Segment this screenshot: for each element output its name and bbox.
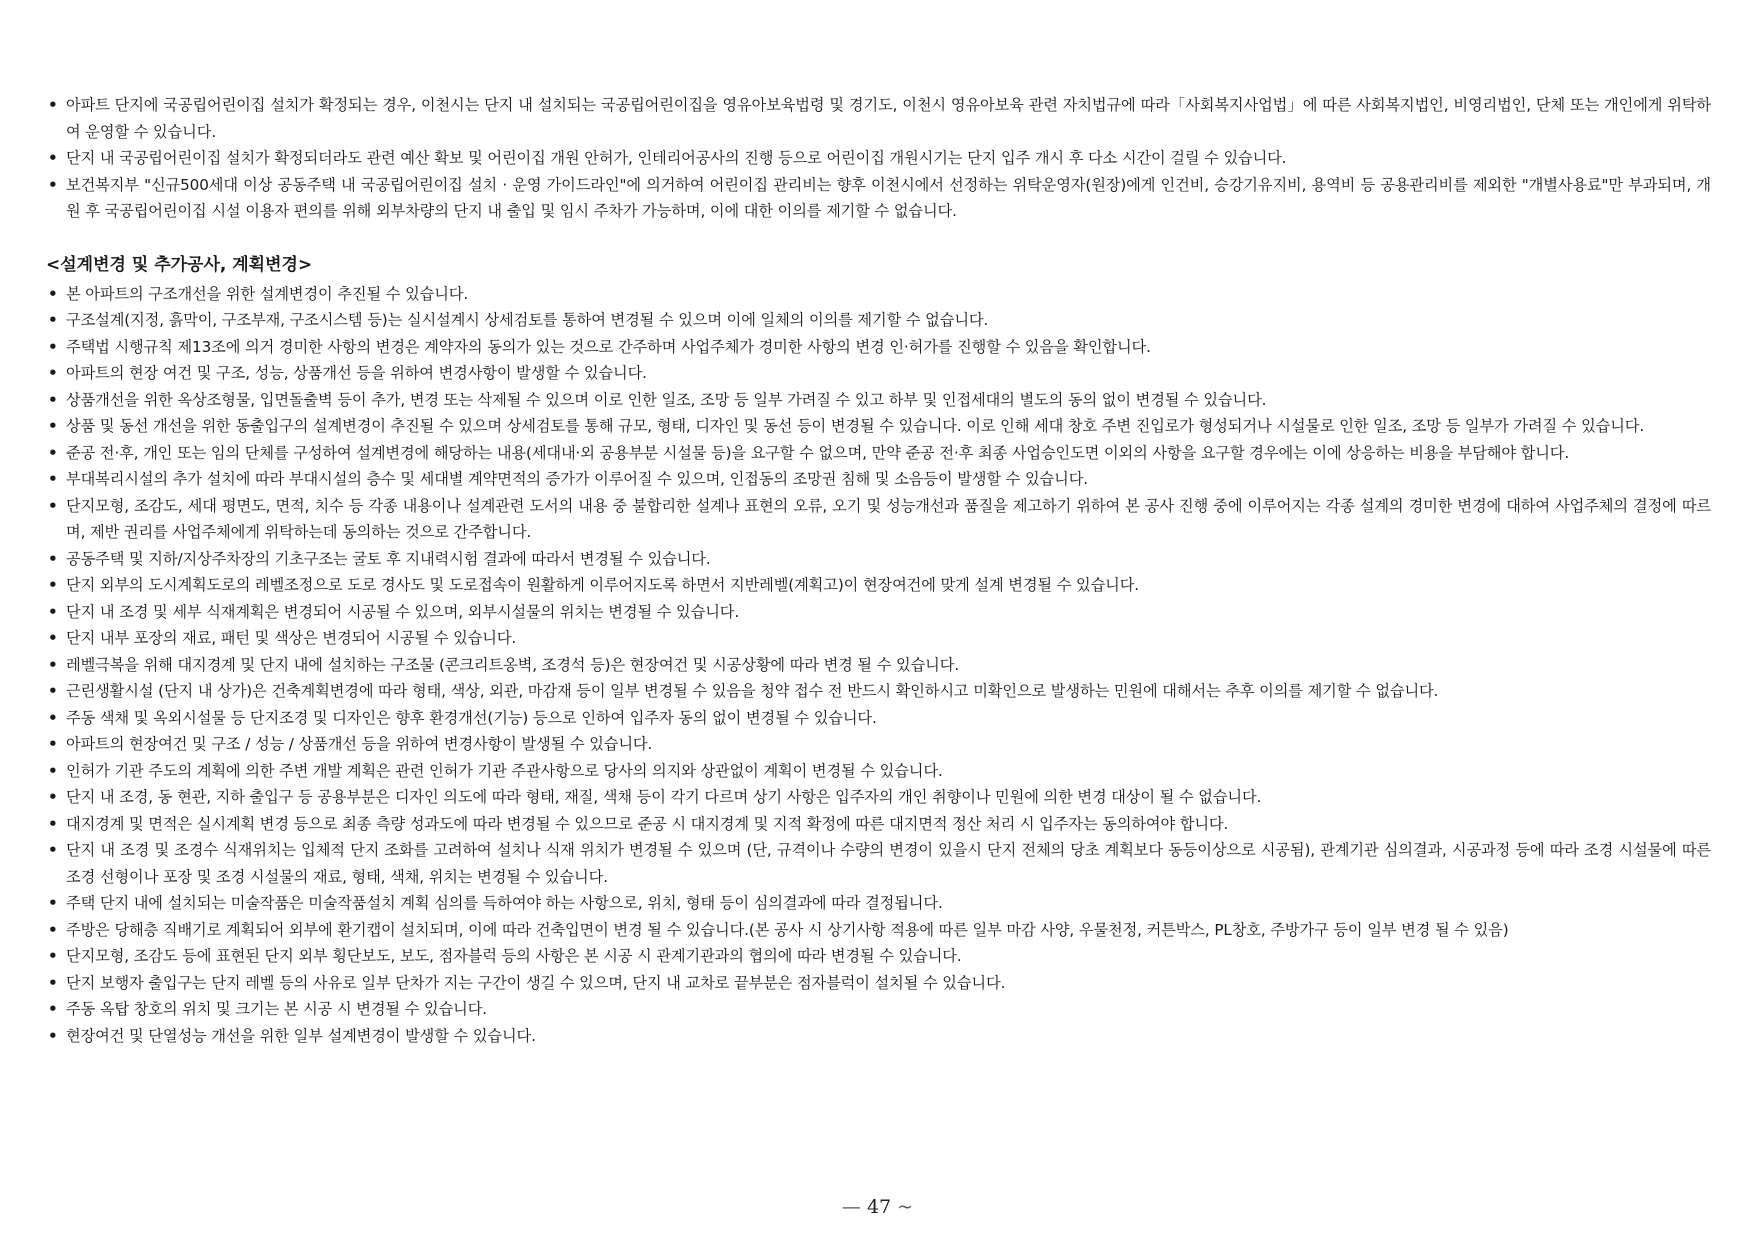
bullet-text: 단지 내부 포장의 재료, 패턴 및 색상은 변경되어 시공될 수 있습니다. <box>66 629 517 647</box>
bullet-item <box>46 705 1711 732</box>
bullet-item <box>46 493 1711 546</box>
document-body <box>46 92 1711 1049</box>
bullet-item <box>46 307 1711 334</box>
bullet-text: 아파트의 현장여건 및 구조 / 성능 / 상품개선 등을 위하여 변경사항이 발생될 수 있습니다. <box>66 735 653 753</box>
bullet-item <box>46 837 1711 890</box>
bullet-text: 상품개선을 위한 옥상조형물, 입면돌출벽 등이 추가, 변경 또는 삭제될 수 있으며 이로 인한 일조, 조망 등 일부 가려질 수 있고 하부 및 인접세대의 별도의 동의 없이 변경될 수 있습니다. <box>66 390 1267 409</box>
bullet-item <box>46 387 1711 414</box>
bullet-text: 인허가 기관 주도의 계획에 의한 주변 개발 계획은 관련 인허가 기관 주관사항으로 당사의 의지와 상관없이 계획이 변경될 수 있습니다. <box>66 761 943 780</box>
page-number: 47 <box>866 1196 892 1218</box>
bullet-text: 단지모형, 조감도, 세대 평면도, 면적, 치수 등 각종 내용이나 설계관련 도서의 내용 중 불합리한 설계나 표현의 오류, 오기 및 성능개선과 품질을 제고하기 위하여 본 공사 진행 중에 이루어지는 각종 설계의 경미한 변경에 대하여 사업주체의 결정에 따르며, 제반 권리를 사업주체에게 위탁하는데 동의하는 것으로 간주합니다. <box>66 496 1711 541</box>
bullet-item <box>46 811 1711 838</box>
bullet-text: 보건복지부 "신규500세대 이상 공동주택 내 국공립어린이집 설치 · 운영 가이드라인"에 의거하여 어린이집 관리비는 향후 이천시에서 선정하는 위탁운영자(원장)에게 인건비, 승강기유지비, 용역비 등 공용관리비를 제외한 "개별사용료"만 부과되며, 개원 후 국공립어린이집 시설 이용자 편의를 위해 외부차량의 단지 내 출입 및 임시 주차가 가능하며, 이에 대한 이의를 제기할 수 없습니다. <box>66 175 1711 220</box>
bullet-item <box>46 625 1711 652</box>
bullet-marker: • <box>48 894 58 912</box>
bullet-text: 주택 단지 내에 설치되는 미술작품은 미술작품설치 계획 심의를 득하여야 하는 사항으로, 위치, 형태 등이 심의결과에 따라 결정됩니다. <box>66 894 943 912</box>
section-spacer <box>46 225 1711 251</box>
bullet-text: 단지 내 조경 및 조경수 식재위치는 입체적 단지 조화를 고려하여 설치나 식재 위치가 변경될 수 있으며 (단, 규격이나 수량의 변경이 있을시 단지 전체의 당초 계획보다 동등이상으로 시공됨), 관계기관 심의결과, 시공과정 등에 따라 조경 시설물에 따른 조경 선형이나 포장 및 조경 시설물의 재료, 형태, 색채, 위치는 변경될 수 있습니다. <box>66 841 1711 886</box>
bullet-marker: • <box>48 337 58 356</box>
bullet-marker: • <box>48 364 58 382</box>
footer-dash-left: — <box>841 1196 861 1218</box>
bullet-marker: • <box>48 973 58 992</box>
bullet-item <box>46 546 1711 573</box>
bullet-marker: • <box>48 96 58 114</box>
bullet-item <box>46 652 1711 679</box>
bullet-item <box>46 917 1711 944</box>
section-bullet-list <box>46 281 1711 1050</box>
bullet-marker: • <box>48 1026 58 1045</box>
bullet-marker: • <box>48 814 58 833</box>
bullet-text: 단지 내 국공립어린이집 설치가 확정되더라도 관련 예산 확보 및 어린이집 개원 안허가, 인테리어공사의 진행 등으로 어린이집 개원시기는 단지 입주 개시 후 다소 시간이 걸릴 수 있습니다. <box>66 149 1287 167</box>
page-footer <box>0 1196 1755 1218</box>
bullet-item <box>46 413 1711 440</box>
bullet-marker: • <box>48 284 58 303</box>
bullet-marker: • <box>48 576 58 594</box>
bullet-marker: • <box>48 443 58 462</box>
bullet-text: 본 아파트의 구조개선을 위한 설계변경이 추진될 수 있습니다. <box>66 284 469 303</box>
bullet-item <box>46 440 1711 467</box>
bullet-item <box>46 996 1711 1023</box>
bullet-text: 단지 내 조경 및 세부 식재계획은 변경되어 시공될 수 있으며, 외부시설물의 위치는 변경될 수 있습니다. <box>66 602 740 621</box>
bullet-item <box>46 172 1711 225</box>
bullet-item <box>46 145 1711 172</box>
bullet-marker: • <box>48 496 58 515</box>
bullet-marker: • <box>48 1000 58 1018</box>
bullet-text: 단지 내 조경, 동 현관, 지하 출입구 등 공용부분은 디자인 의도에 따라 형태, 재질, 색채 등이 각기 다르며 상기 사항은 입주자의 개인 취향이나 민원에 의한 변경 대상이 될 수 없습니다. <box>66 788 1262 806</box>
bullet-text: 아파트의 현장 여건 및 구조, 성능, 상품개선 등을 위하여 변경사항이 발생할 수 있습니다. <box>66 364 647 382</box>
bullet-item <box>46 890 1711 917</box>
bullet-marker: • <box>48 390 58 409</box>
bullet-text: 단지 보행자 출입구는 단지 레벨 등의 사유로 일부 단차가 지는 구간이 생길 수 있으며, 단지 내 교차로 끝부분은 점자블럭이 설치될 수 있습니다. <box>66 973 1006 992</box>
bullet-item <box>46 360 1711 387</box>
bullet-item <box>46 466 1711 493</box>
bullet-text: 대지경계 및 면적은 실시계획 변경 등으로 최종 측량 성과도에 따라 변경될 수 있으므로 준공 시 대지경계 및 지적 확정에 따른 대지면적 정산 처리 시 입주자는 동의하여야 합니다. <box>66 814 1229 833</box>
bullet-item <box>46 572 1711 599</box>
bullet-marker: • <box>48 602 58 621</box>
bullet-text: 단지모형, 조감도 등에 표현된 단지 외부 횡단보도, 보도, 점자블럭 등의 사항은 본 시공 시 관계기관과의 협의에 따라 변경될 수 있습니다. <box>66 947 962 965</box>
bullet-text: 아파트 단지에 국공립어린이집 설치가 확정되는 경우, 이천시는 단지 내 설치되는 국공립어린이집을 영유아보육법령 및 경기도, 이천시 영유아보육 관련 자치법규에 따라「사회복지사업법」에 따른 사회복지법인, 비영리법인, 단체 또는 개인에게 위탁하여 운영할 수 있습니다. <box>66 96 1711 141</box>
bullet-marker: • <box>48 841 58 859</box>
bullet-text: 구조설계(지정, 흙막이, 구조부재, 구조시스템 등)는 실시설계시 상세검토를 통하여 변경될 수 있으며 이에 일체의 이의를 제기할 수 없습니다. <box>66 311 989 329</box>
bullet-item <box>46 758 1711 785</box>
bullet-marker: • <box>48 761 58 780</box>
bullet-marker: • <box>48 655 58 674</box>
bullet-text: 주동 옥탑 창호의 위치 및 크기는 본 시공 시 변경될 수 있습니다. <box>66 1000 488 1018</box>
bullet-item <box>46 1023 1711 1050</box>
bullet-marker: • <box>48 735 58 753</box>
bullet-text: 현장여건 및 단열성능 개선을 위한 일부 설계변경이 발생할 수 있습니다. <box>66 1026 536 1045</box>
bullet-text: 부대복리시설의 추가 설치에 따라 부대시설의 층수 및 세대별 계약면적의 증가가 이루어질 수 있으며, 인접동의 조망권 침해 및 소음등이 발생할 수 있습니다. <box>66 470 1088 488</box>
bullet-marker: • <box>48 682 58 700</box>
section-heading: <설계변경 및 추가공사, 계획변경> <box>46 254 313 275</box>
bullet-text: 준공 전·후, 개인 또는 임의 단체를 구성하여 설계변경에 해당하는 내용(세대내·외 공용부분 시설물 등)을 요구할 수 없으며, 만약 준공 전·후 최종 사업승인도면 이외의 사항을 요구할 경우에는 이에 상응하는 비용을 부담해야 합니다. <box>66 443 1570 462</box>
bullet-text: 근린생활시설 (단지 내 상가)은 건축계획변경에 따라 형태, 색상, 외관, 마감재 등이 일부 변경될 수 있음을 청약 접수 전 반드시 확인하시고 미확인으로 발생하는 민원에 대해서는 추후 이의를 제기할 수 없습니다. <box>66 682 1439 700</box>
bullet-marker: • <box>48 920 58 939</box>
footer-dash-right: ~ <box>897 1196 914 1218</box>
bullet-item <box>46 784 1711 811</box>
intro-bullet-list <box>46 92 1711 225</box>
bullet-marker: • <box>48 788 58 806</box>
bullet-text: 주택법 시행규칙 제13조에 의거 경미한 사항의 변경은 계약자의 동의가 있는 것으로 간주하며 사업주체가 경미한 사항의 변경 인·허가를 진행할 수 있음을 확인합니다. <box>66 337 1151 356</box>
bullet-text: 상품 및 동선 개선을 위한 동출입구의 설계변경이 추진될 수 있으며 상세검토를 통해 규모, 형태, 디자인 및 동선 등이 변경될 수 있습니다. 이로 인해 세대 창호 주변 진입로가 형성되거나 시설물로 인한 일조, 조망 등 일부가 가려질 수 있습니다. <box>66 417 1645 435</box>
bullet-item <box>46 731 1711 758</box>
bullet-item <box>46 281 1711 308</box>
bullet-text: 레벨극복을 위해 대지경계 및 단지 내에 설치하는 구조물 (콘크리트옹벽, 조경석 등)은 현장여건 및 시공상황에 따라 변경 될 수 있습니다. <box>66 655 960 674</box>
bullet-item <box>46 970 1711 997</box>
bullet-marker: • <box>48 149 58 167</box>
bullet-marker: • <box>48 549 58 568</box>
bullet-text: 주방은 당해층 직배기로 계획되어 외부에 환기캡이 설치되며, 이에 따라 건축입면이 변경 될 수 있습니다.(본 공사 시 상기사항 적용에 따른 일부 마감 사양, 우물천정, 커튼박스, PL창호, 주방가구 등이 일부 변경 될 수 있음) <box>66 920 1509 939</box>
bullet-marker: • <box>48 470 58 488</box>
bullet-text: 공동주택 및 지하/지상주차장의 기초구조는 굴토 후 지내력시험 결과에 따라서 변경될 수 있습니다. <box>66 549 711 568</box>
bullet-item <box>46 334 1711 361</box>
bullet-text: 단지 외부의 도시계획도로의 레벨조정으로 도로 경사도 및 도로접속이 원활하게 이루어지도록 하면서 지반레벨(계획고)이 현장여건에 맞게 설계 변경될 수 있습니다. <box>66 576 1140 594</box>
bullet-marker: • <box>48 629 58 647</box>
bullet-marker: • <box>48 417 58 435</box>
bullet-marker: • <box>48 708 58 727</box>
bullet-item <box>46 678 1711 705</box>
bullet-marker: • <box>48 311 58 329</box>
bullet-marker: • <box>48 175 58 194</box>
bullet-marker: • <box>48 947 58 965</box>
bullet-text: 주동 색채 및 옥외시설물 등 단지조경 및 디자인은 향후 환경개선(기능) 등으로 인하여 입주자 동의 없이 변경될 수 있습니다. <box>66 708 877 727</box>
bullet-item <box>46 92 1711 145</box>
bullet-item <box>46 943 1711 970</box>
bullet-item <box>46 599 1711 626</box>
